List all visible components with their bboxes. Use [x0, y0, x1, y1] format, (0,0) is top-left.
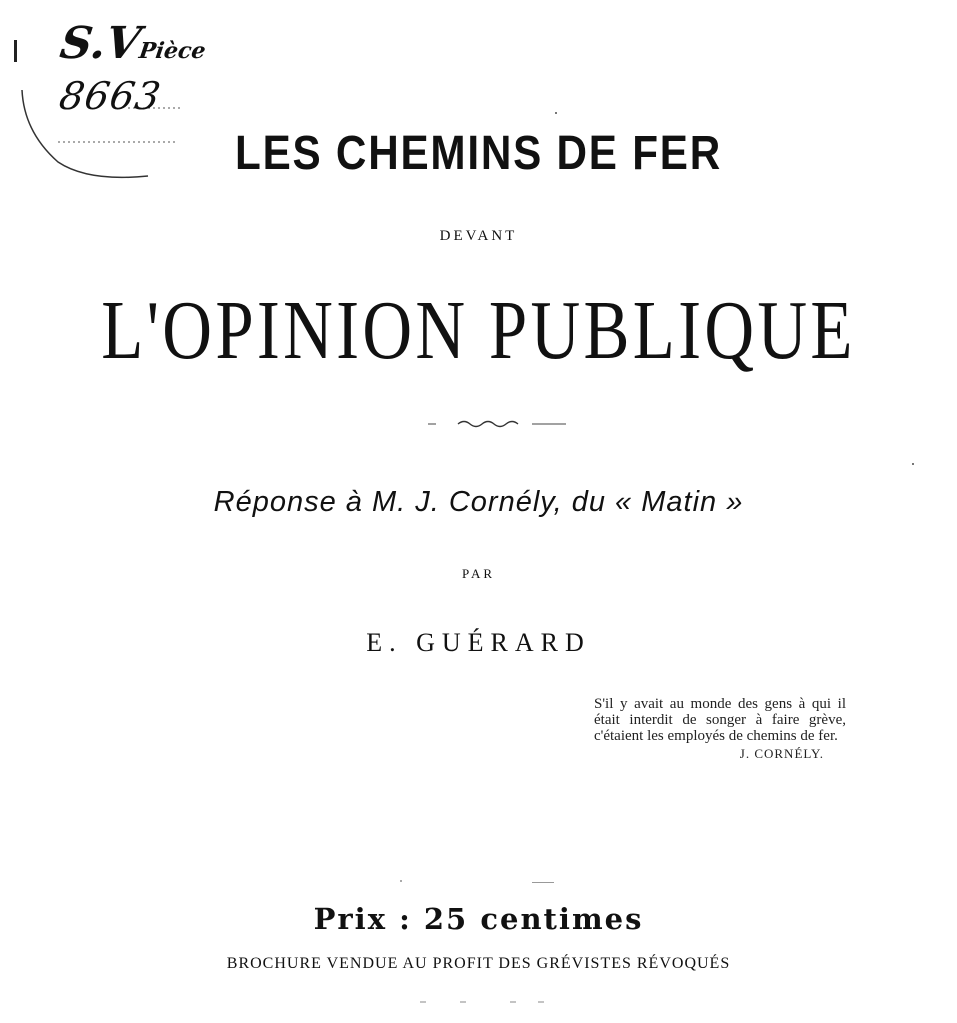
stamp-code-suffix: Pièce [137, 38, 208, 64]
subtitle: Réponse à M. J. Cornély, du « Matin » [213, 486, 744, 518]
epigraph-attribution: J. CORNÉLY. [739, 746, 824, 761]
sale-note: BROCHURE VENDUE AU PROFIT DES GRÉVISTES RÉVOQUÉS [226, 955, 731, 972]
epigraph-text: S'il y avait au monde des gens à qui il était interdit de songer à faire grève, c'étaient les employés de chemins de fer. [594, 696, 846, 744]
stamp-number: 8663 [56, 74, 165, 118]
page-edge-mark [14, 40, 17, 62]
stamp-shelfmark [56, 18, 209, 69]
stamp-code: S.V [56, 18, 144, 69]
ornament-divider [420, 418, 570, 430]
speck [912, 463, 914, 465]
dash-mark [532, 882, 554, 883]
speck [400, 880, 402, 882]
byline-par: PAR [461, 566, 496, 581]
bottom-dashes [420, 1000, 550, 1004]
title-connector: DEVANT [439, 228, 518, 244]
speck [555, 112, 557, 114]
epigraph [594, 696, 846, 762]
title-line-1: LES CHEMINS DE FER [235, 127, 722, 180]
title-line-2: L'OPINION PUBLIQUE [101, 284, 856, 377]
author-name: E. GUÉRARD [366, 628, 591, 657]
price: Prix : 25 centimes [313, 902, 644, 936]
